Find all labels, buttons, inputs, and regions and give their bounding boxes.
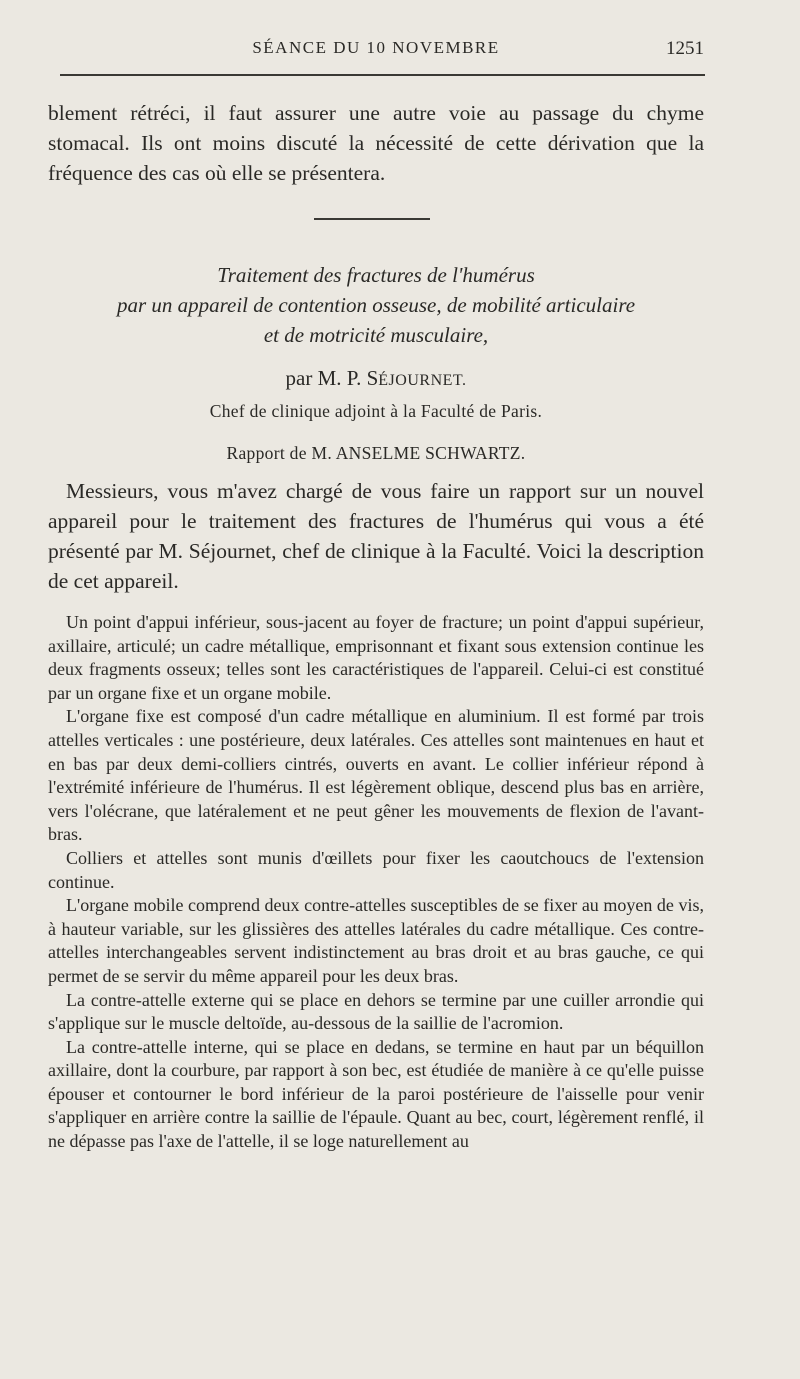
page-number: 1251 <box>666 38 704 59</box>
paragraph: Un point d'appui inférieur, sous-jacent au foyer de fracture; un point d'appui supérieur, axillaire, articulé; un cadre métallique, emprisonnant et fixant sous extension continue les deux fragments osseux; telles sont les caractéristiques de l'appareil. Celui-ci est constitué par un organe fixe et un organe mobile. <box>48 612 704 703</box>
article-author <box>48 364 704 395</box>
paragraph: L'organe fixe est composé d'un cadre métallique en aluminium. Il est formé par trois attelles verticales : une postérieure, deux latérales. Ces attelles sont maintenues en haut et en bas par deux demi-colliers cintrés, ouverts en avant. Le collier inférieur répond à l'extrémité inférieure de l'humérus. Il est légèrement oblique, descend plus bas en arrière, vers l'olécrane, que latéralement et ne peut gêner les mouvements de flexion de l'avant-bras. <box>48 706 704 845</box>
section-divider <box>314 218 430 220</box>
author-surname: ÉJOURNET. <box>378 372 467 389</box>
article-heading <box>48 260 704 467</box>
page-header <box>48 38 704 64</box>
author-prefix: par M. P. S <box>285 366 379 390</box>
author-affiliation: Chef de clinique adjoint à la Faculté de Paris. <box>209 401 543 421</box>
intro-paragraph <box>48 98 704 188</box>
article-title-line-3: et de motricité musculaire, <box>263 323 489 347</box>
article-title-line-2: par un appareil de contention osseuse, de mobilité articulaire <box>116 293 636 317</box>
paragraph: Colliers et attelles sont munis d'œillets pour fixer les caoutchoucs de l'extension continue. <box>48 847 704 892</box>
opening-paragraph <box>48 476 704 596</box>
paragraph: Messieurs, vous m'avez chargé de vous faire un rapport sur un nouvel appareil pour le traitement des fractures de l'humérus qui vous a été présenté par M. Séjournet, chef de clinique à la Faculté. Voici la description de cet appareil. <box>48 479 704 593</box>
paragraph: La contre-attelle externe qui se place en dehors se termine par une cuiller arrondie qui s'applique sur le muscle deltoïde, au-dessous de la saillie de l'acromion. <box>48 989 704 1034</box>
running-title: SÉANCE DU 10 NOVEMBRE <box>252 38 500 57</box>
paragraph: La contre-attelle interne, qui se place en dedans, se termine en haut par un béquillon axillaire, dont la courbure, par rapport à son bec, est étudiée de manière à ce qu'elle puisse épouser et contourner le bord inférieur de la paroi postérieure de l'aisselle pour venir s'appliquer en arrière contre la saillie de l'épaule. Quant au bec, court, légèrement renflé, il ne dépasse pas l'axe de l'attelle, il se loge naturellement au <box>48 1036 704 1152</box>
article-title-line-1: Traitement des fractures de l'humérus <box>217 263 535 287</box>
description-text <box>48 611 704 1154</box>
intro-text: blement rétréci, il faut assurer une autre voie au passage du chyme stomacal. Ils ont moins discuté la nécessité de cette dérivation que la fréquence des cas où elle se présentera. <box>48 101 704 185</box>
header-rule <box>60 74 705 76</box>
paragraph: L'organe mobile comprend deux contre-attelles susceptibles de se fixer au moyen de vis, à hauteur variable, sur les glissières des attelles latérales du cadre métallique. Ces contre-attelles interchangeables servent indistinctement au bras droit et au bras gauche, ce qui permet de se servir du même appareil pour les deux bras. <box>48 895 704 986</box>
report-by: Rapport de M. ANSELME SCHWARTZ. <box>226 443 526 463</box>
